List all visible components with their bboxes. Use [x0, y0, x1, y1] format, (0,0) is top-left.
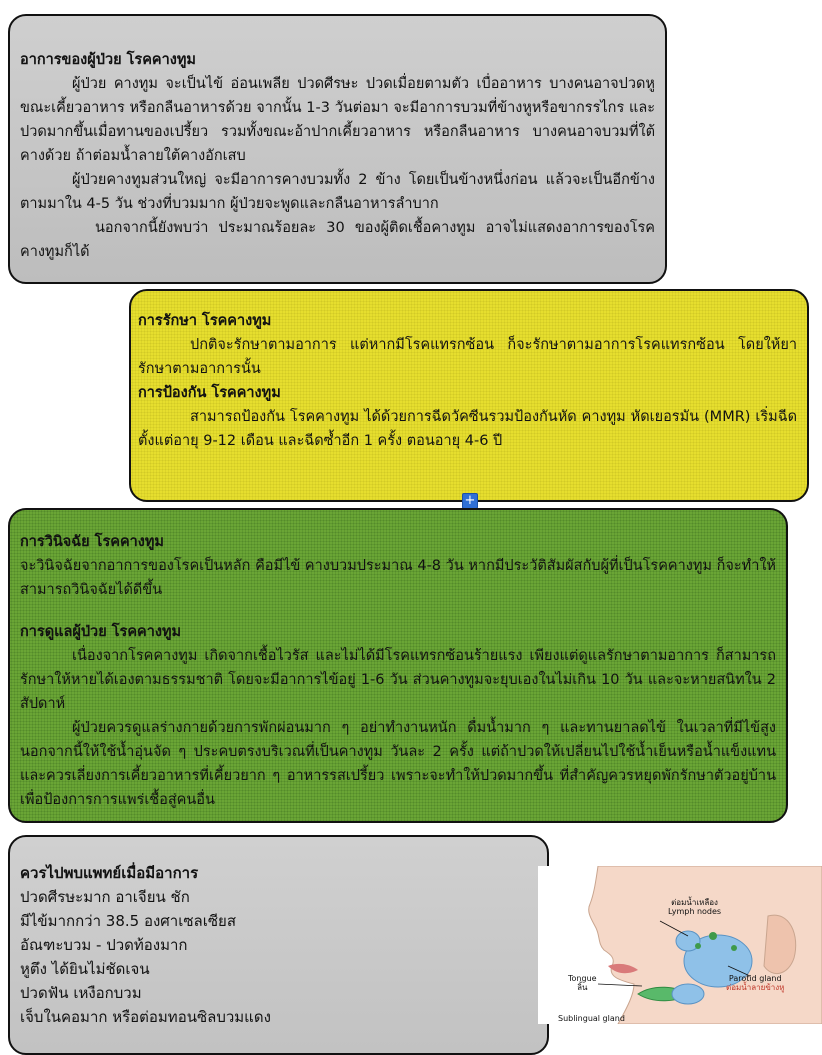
symptoms-paragraph: ผู้ป่วย คางทูม จะเป็นไข้ อ่อนเพลีย ปวดศีรษะ ปวดเมื่อยตามตัว เบื่ออาหาร บางคนอาจปวดหูขณะเคี้ยวอาหาร หรือกลืนอาหารด้วย จากนั้น 1-3 วันต่อมา จะมีอาการบวมที่ข้างหูหรือขากรรไกร และปวดมากขึ้นเมื่อทานของเปรี้ยว รวมทั้งขณะอ้าปากเคี้ยวอาหาร หรือกลืนอาหาร บางคนอาจบวมที่ใต้คางด้วย ถ้าต่อมน้ำลายใต้คางอักเสบ	[20, 76, 655, 164]
lymph-node	[731, 945, 737, 951]
diagnosis-box	[8, 508, 788, 823]
care-paragraph: เนื่องจากโรคคางทูม เกิดจากเชื้อไวรัส และไม่ได้มีโรคแทรกซ้อนร้ายแรง เพียงแต่ดูแลรักษาตามอาการ ก็สามารถรักษาให้หายได้เองตามธรรมชาติ โดยจะมีอาการไข้อยู่ 1-6 วัน ส่วนคางทูมจะยุบเองในไม่เกิน 10 วัน และจะหายสนิทใน 2 สัปดาห์	[20, 648, 776, 712]
symptom-item: หูตึง ได้ยินไม่ชัดเจน	[20, 960, 150, 978]
lymph-node	[695, 943, 701, 949]
care-heading: การดูแลผู้ป่วย โรคคางทูม	[20, 624, 182, 640]
parotid-gland-label	[726, 974, 784, 992]
symptom-item: มีไข้มากกว่า 38.5 องศาเซลเซียส	[20, 912, 236, 930]
spacer	[20, 602, 776, 620]
symptom-item: เจ็บในคอมาก หรือต่อมทอนซิลบวมแดง	[20, 1008, 271, 1026]
symptom-item: อัณฑะบวม - ปวดท้องมาก	[20, 936, 188, 954]
symptoms-paragraph: นอกจากนี้ยังพบว่า ประมาณร้อยละ 30 ของผู้ติดเชื้อคางทูม อาจไม่แสดงอาการของโรคคางทูมก็ได้	[20, 220, 655, 260]
lymph-nodes-label	[668, 898, 721, 916]
add-button[interactable]: +	[462, 493, 478, 509]
anatomy-illustration	[538, 866, 822, 1024]
lymph-nodes-label-en: Lymph nodes	[668, 907, 722, 916]
prevention-text: สามารถป้องกัน โรคคางทูม ได้ด้วยการฉีดวัคซีนรวมป้องกันหัด คางทูม หัดเยอรมัน (MMR) เริ่มฉีดตั้งแต่อายุ 9-12 เดือน และฉีดซ้ำอีก 1 ครั้ง ตอนอายุ 4-6 ปี	[138, 409, 797, 449]
lymph-nodes-label-th: ต่อมน้ำเหลือง	[671, 898, 718, 907]
symptom-item: ปวดศีรษะมาก อาเจียน ชัก	[20, 888, 190, 906]
diagnosis-text: จะวินิจฉัยจากอาการของโรคเป็นหลัก คือมีไข้ คางบวมประมาณ 4-8 วัน หากมีประวัติสัมผัสกับผู้ที่เป็นโรคคางทูม ก็จะทำให้สามารถวินิจฉัยได้ดีขึ้น	[20, 558, 776, 598]
parotid-gland-label-th: ต่อมน้ำลายข้างหู	[726, 983, 785, 992]
symptoms-box	[8, 14, 667, 284]
submandibular-gland	[672, 984, 704, 1004]
symptoms-paragraph: ผู้ป่วยคางทูมส่วนใหญ่ จะมีอาการคางบวมทั้ง 2 ข้าง โดยเป็นข้างหนึ่งก่อน แล้วจะเป็นอีกข้างตามมาใน 4-5 วัน ช่วงที่บวมมาก ผู้ป่วยจะพูดและกลืนอาหารลำบาก	[20, 172, 655, 212]
diagnosis-heading: การวินิจฉัย โรคคางทูม	[20, 534, 164, 550]
treatment-heading: การรักษา โรคคางทูม	[138, 313, 272, 329]
lymph-node	[709, 932, 717, 940]
tongue-label-th: ลิ้น	[577, 983, 588, 992]
see-doctor-heading: ควรไปพบแพทย์เมื่อมีอาการ	[20, 864, 199, 882]
care-paragraph: ผู้ป่วยควรดูแลร่างกายด้วยการพักผ่อนมาก ๆ อย่าทำงานหนัก ดื่มน้ำมาก ๆ และทานยาลดไข้ ในเวลาที่มีไข้สูง นอกจากนี้ให้ใช้น้ำอุ่นจัด ๆ ประคบตรงบริเวณที่เป็นคางทูม วันละ 2 ครั้ง แต่ถ้าปวดให้เปลี่ยนไปใช้น้ำเย็นหรือน้ำแข็งแทน และควรเลี่ยงการเคี้ยวอาหารที่เคี้ยวยาก ๆ อาหารรสเปรี้ยว เพราะจะทำให้ปวดมากขึ้น ที่สำคัญควรหยุดพักรักษาตัวอยู่บ้าน เพื่อป้องการการแพร่เชื้อสู่คนอื่น	[20, 720, 776, 808]
prevention-heading: การป้องกัน โรคคางทูม	[138, 385, 281, 401]
symptoms-heading: อาการของผู้ป่วย โรคคางทูม	[20, 52, 196, 68]
sublingual-gland-label: Sublingual gland	[558, 1014, 625, 1023]
face-profile-drawing	[538, 866, 822, 1024]
symptom-item: ปวดฟัน เหงือกบวม	[20, 984, 142, 1002]
tongue-label-en: Tongue	[568, 974, 597, 983]
see-doctor-box	[8, 835, 549, 1055]
treatment-box	[129, 289, 809, 502]
treatment-text: ปกติจะรักษาตามอาการ แต่หากมีโรคแทรกซ้อน ก็จะรักษาตามอาการโรคแทรกซ้อน โดยให้ยารักษาตามอาการนั้น	[138, 337, 797, 377]
parotid-gland-label-en: Parotid gland	[728, 974, 782, 983]
tongue-label	[568, 974, 597, 992]
